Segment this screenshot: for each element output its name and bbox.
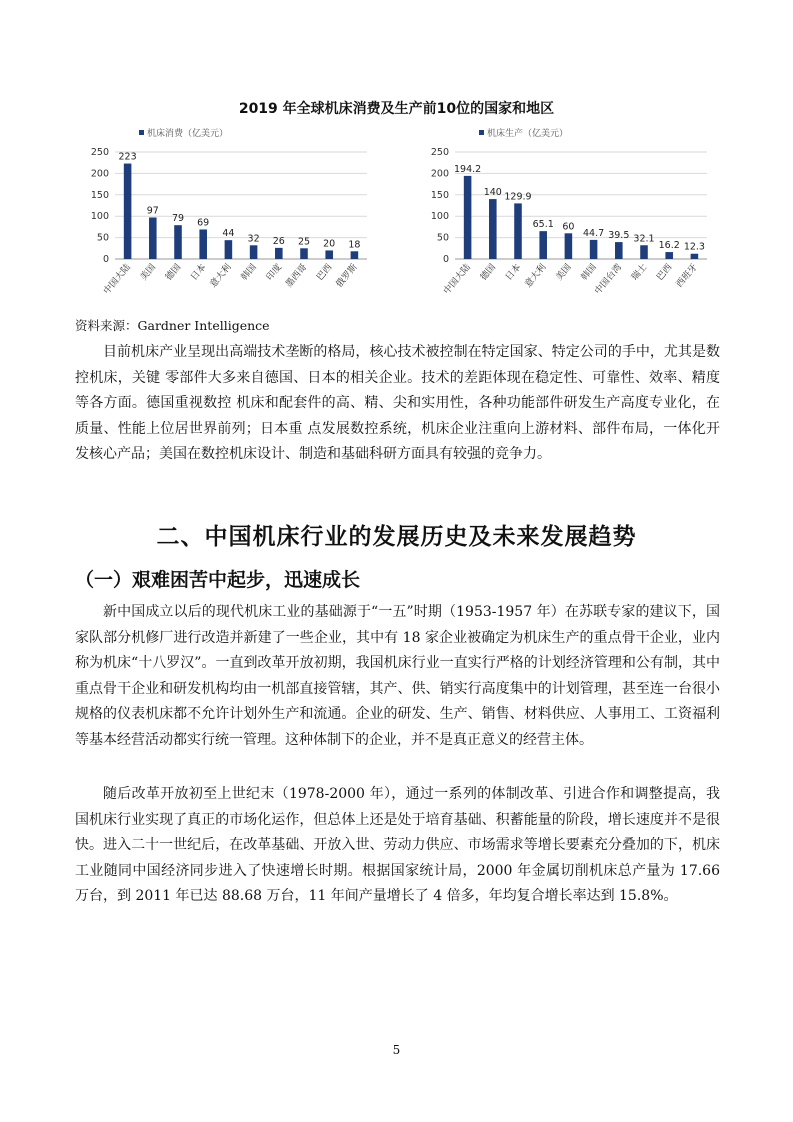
bar [640,245,648,259]
x-tick-label: 韩国 [579,262,599,283]
bar [691,254,699,259]
source-note: 资料来源：Gardner Intelligence [75,318,270,333]
bar-value-label: 60 [562,221,575,233]
bar-value-label: 26 [272,235,285,247]
production-chart [415,122,715,312]
legend-swatch [479,130,484,135]
y-tick-label: 150 [430,189,449,201]
consumption-chart [75,122,375,312]
bar-value-label: 129.9 [504,191,532,203]
x-tick-label: 德国 [164,262,184,283]
x-tick-label: 美国 [138,262,159,283]
y-tick-label: 50 [96,232,109,244]
bar [124,164,132,259]
y-tick-label: 250 [90,147,109,158]
bar-value-label: 79 [171,213,185,225]
x-tick-label: 日本 [189,262,209,283]
bar-value-label: 32.1 [633,233,655,245]
paragraph-technology-gap: 目前机床产业呈现出高端技术垄断的格局，核心技术被控制在特定国家、特定公司的手中，尤其是数控机床，关键 零部件大多来自德国、日本的相关企业。技术的差距体现在稳定性、可靠性、效率、精度等各方面。德国重视数控 机床和配套件的高、精、尖和实用性，各种功能部件研发生产高度专业化，在质量、性能上位居世界前列；日本重 点发展数控系统，机床企业注重向上游材料、部件布局，一体化开发核心产品；美国在数控机床设计、制造和基础科研方面具有较强的竞争力。 [75,344,720,463]
legend-swatch [139,130,144,135]
x-tick-label: 墨西哥 [284,262,310,290]
x-tick-label: 意大利 [208,262,234,290]
legend-label: 机床生产（亿美元） [487,129,569,139]
bar [149,217,157,259]
bar-value-label: 140 [483,187,502,199]
y-tick-label: 200 [90,168,109,180]
x-tick-label: 巴西 [315,262,335,283]
bar-value-label: 20 [323,238,336,250]
x-tick-label: 中国台湾 [593,262,625,297]
paragraph-reform: 随后改革开放初至上世纪末（1978-2000 年），通过一系列的体制改革、引进合作和调整提高，我国机床行业实现了真正的市场化运作，但总体上还是处于培育基础、积蓄能量的阶段，增长速度并不是很快。进入二十一世纪后，在改革基础、开放入世、劳动力供应、市场需求等增长要素充分叠加的下，机床工业随同中国经济同步进入了快速增长时期。根据国家统计局，2000 年金属切削机床总产量为 17.66 万台，到 2011 年已达 88.68 万台，11 年间产量增长了 4 倍多，年均复合增长率达到 15.8%。 [75,786,720,905]
x-tick-label: 俄罗斯 [334,262,360,290]
y-tick-label: 100 [90,211,109,223]
y-tick-label: 0 [102,254,109,265]
page-number: 5 [392,1043,401,1057]
bar-value-label: 44.7 [583,227,605,239]
bar-value-label: 18 [348,239,361,251]
y-tick-label: 50 [436,232,449,244]
x-tick-label: 美国 [554,262,574,283]
y-tick-label: 250 [430,147,449,158]
bar [464,176,472,259]
bar [250,245,258,259]
figure-title: 2019 年全球机床消费及生产前10位的国家和地区 [238,101,555,117]
bar [489,199,497,259]
x-tick-label: 瑞士 [630,262,650,283]
bar [300,248,308,259]
bar-value-label: 223 [118,151,137,163]
production-chart-svg [415,122,715,312]
bar-value-label: 25 [297,236,311,248]
y-tick-label: 100 [430,211,449,223]
bar [174,225,182,259]
bar-value-label: 69 [197,217,210,229]
bar [199,229,207,259]
bar [225,240,233,259]
consumption-chart-svg [75,122,375,312]
bar [665,252,673,259]
bar-value-label: 44 [222,228,235,240]
bar [539,231,547,259]
y-tick-label: 150 [90,189,109,201]
bar [565,233,573,259]
y-tick-label: 0 [442,254,449,265]
section-heading: 二、中国机床行业的发展历史及未来发展趋势 [156,524,637,550]
bar [275,248,283,259]
bar-value-label: 65.1 [532,219,554,231]
bar-value-label: 39.5 [608,230,630,242]
x-tick-label: 印度 [264,262,285,283]
x-tick-label: 韩国 [239,262,259,283]
bar [615,242,623,259]
x-tick-label: 西班牙 [674,262,700,290]
x-tick-label: 中国大陆 [442,262,473,297]
x-tick-label: 意大利 [523,262,549,290]
bar [351,251,359,259]
x-tick-label: 中国大陆 [102,262,133,297]
bar [590,240,598,259]
bar [514,203,522,259]
bar-value-label: 32 [247,233,260,245]
bar-value-label: 12.3 [683,241,705,253]
bar [325,250,333,259]
bar-value-label: 16.2 [658,240,680,252]
subsection-heading: （一）艰难困苦中起步，迅速成长 [75,569,361,591]
legend-label: 机床消费（亿美元） [147,129,229,139]
bar-value-label: 97 [146,205,159,217]
bar-value-label: 194.2 [453,163,482,175]
y-tick-label: 200 [430,168,449,180]
x-tick-label: 日本 [504,262,524,283]
x-tick-label: 巴西 [655,262,675,283]
x-tick-label: 德国 [478,262,499,283]
paragraph-history: 新中国成立以后的现代机床工业的基础源于“一五”时期（1953-1957 年）在苏联专家的建议下，国家队部分机修厂进行改造并新建了一些企业，其中有 18 家企业被确定为机床生产的重点骨干企业，业内称为机床“十八罗汉”。一直到改革开放初期，我国机床行业一直实行严格的计划经济管理和公有制，其中重点骨干企业和研发机构均由一机部直接管辖，其产、供、销实行高度集中的计划管理，甚至连一台很小规格的仪表机床都不允许计划外生产和流通。企业的研发、生产、销售、材料供应、人事用工、工资福利等基本经营活动都实行统一管理。这种体制下的企业，并不是真正意义的经营主体。 [75,604,720,748]
